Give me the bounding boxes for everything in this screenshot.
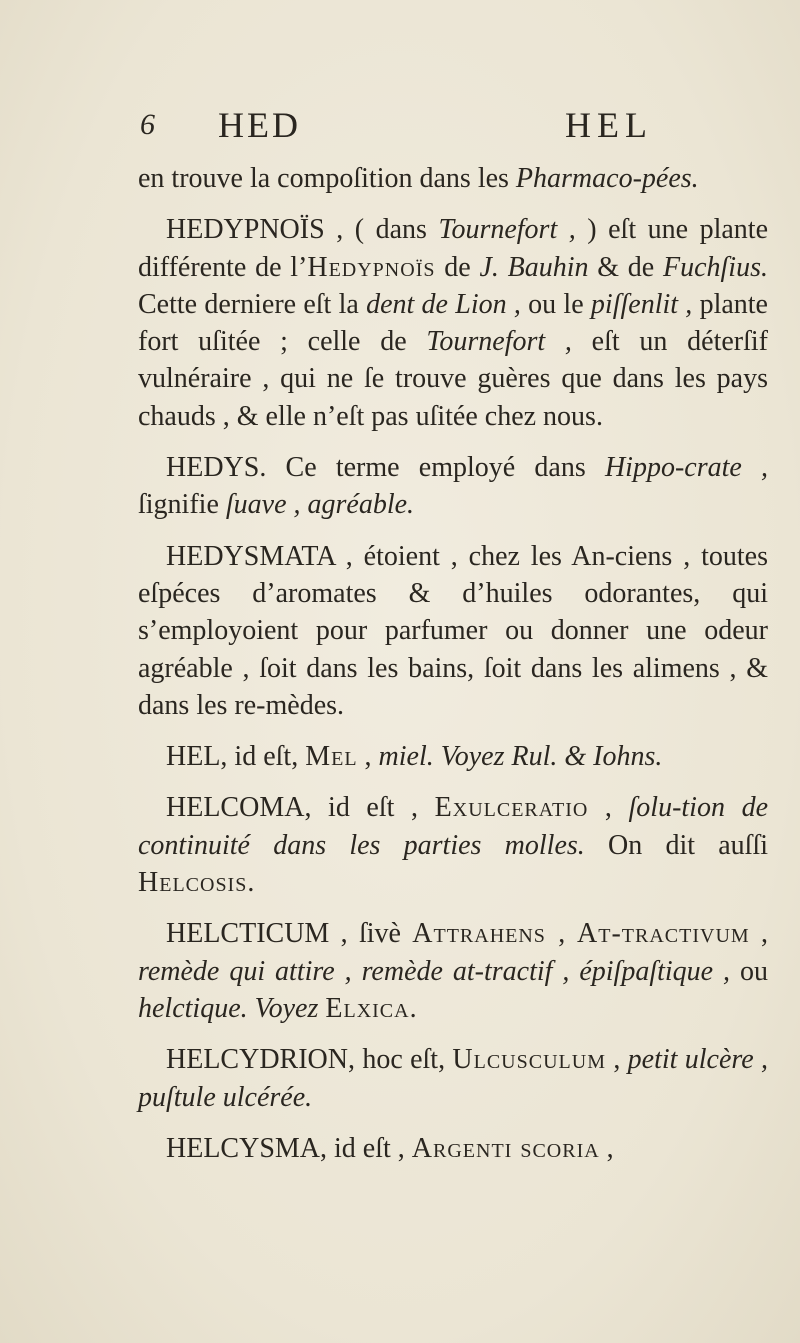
entry-helcoma: HELCOMA, id eſt , Exulceratio , ſolu-tion de continuité dans les parties molles. On dit auſſi Helcosis. [138, 792, 769, 899]
entry-hel: HEL, id eſt, Mel , miel. Voyez Rul. & Iohns. [166, 741, 663, 773]
entry-hedysmata: HEDYSMATA , étoient , chez les An-ciens , toutes eſpéces d’aromates & d’huiles odorantes, qui s’employoient pour parfumer ou donner une odeur agréable , ſoit dans les bains, ſoit dans les alimens , & dans les re-mèdes. [138, 540, 768, 721]
entry-helcydrion: HELCYDRION, hoc eſt, Ulcusculum , petit ulcère , puſtule ulcérée. [138, 1044, 769, 1113]
entry-helcticum: HELCTICUM , ſivè Attrahens , At-tractivum , remède qui attire , remède at-tractif , épiſpaſtique , ou helctique. Voyez Elxica. [138, 918, 768, 1024]
running-head-left: HED [218, 105, 301, 145]
entry-continuation: en trouve la compoſition dans les Pharmaco-pées. [138, 163, 699, 194]
dictionary-text [138, 160, 768, 1167]
running-head-right: HEL [565, 105, 653, 145]
running-header [0, 104, 800, 154]
page-number: 6 [140, 108, 155, 141]
entry-hedys: HEDYS. Ce terme employé dans Hippo-crate , ſignifie ſuave , agréable. [138, 452, 768, 521]
entry-hedypnois: HEDYPNOÏS , ( dans Tournefort , ) eſt une plante différente de l’Hedypnoïs de J. Bauhin & de Fuchſius. Cette derniere eſt la dent de Lion , ou le piſſenlit , plante fort uſitée ; celle de Tournefort , eſt un déterſif vulnéraire , qui ne ſe trouve guères que dans les pays chauds , & elle n’eſt pas uſitée chez nous. [138, 214, 769, 432]
entry-helcysma: HELCYSMA, id eſt , Argenti scoria , [166, 1132, 614, 1164]
